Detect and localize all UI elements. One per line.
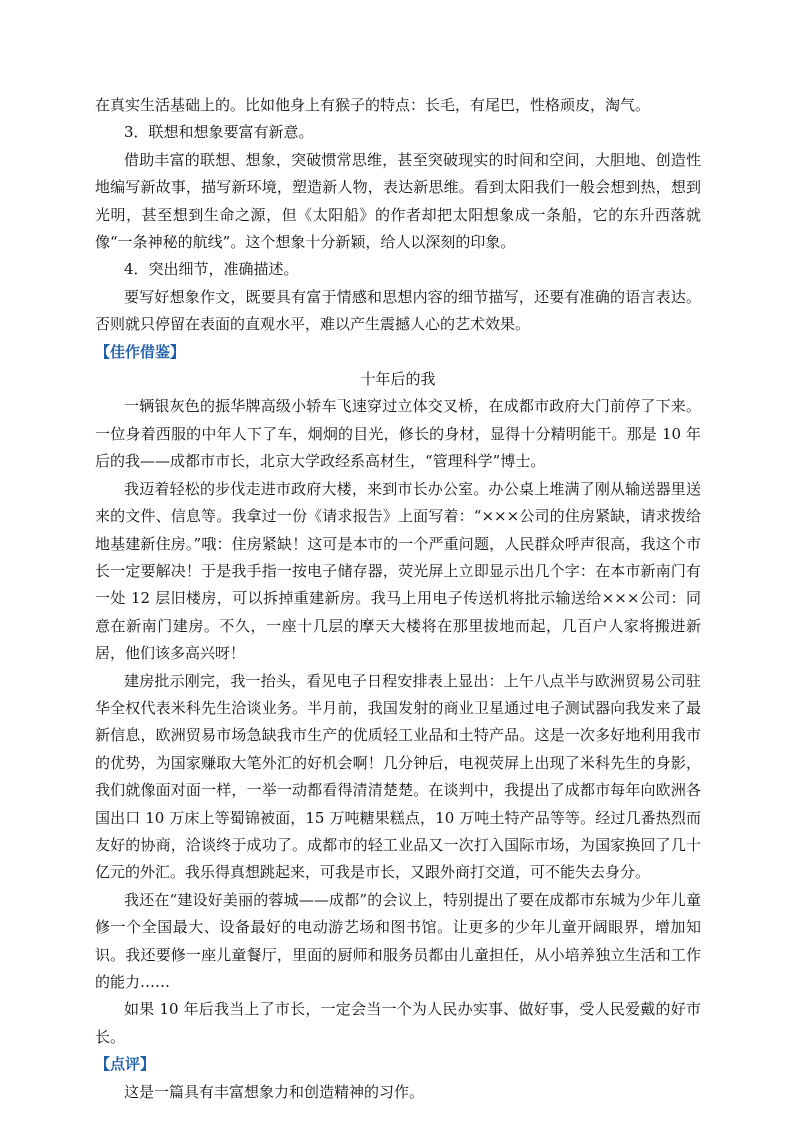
essay-paragraph: 我还在“建设好美丽的蓉城——成都”的会议上，特别提出了要在成都市东城为少年儿童修一个全国最大、设备最好的电动游艺场和图书馆。让更多的少年儿童开阔眼界，增加知识。我还要修一座儿童餐厅，里面的厨师和服务员都由儿童担任，从小培养独立生活和工作的能力…… [95,890,701,991]
paragraph-continuation: 在真实生活基础上的。比如他身上有猴子的特点：长毛，有尾巴，性格顽皮，淘气。 [95,96,651,114]
point-3-body: 借助丰富的联想、想象，突破惯常思维，甚至突破现实的时间和空间，大胆地、创造性地编写新故事，描写新环境，塑造新人物，表达新思维。看到太阳我们一般会想到热，想到光明，甚至想到生命之源，但《太阳船》的作者却把太阳想象成一条船，它的东升西落就像“一条神秘的航线”。这个想象十分新颖，给人以深刻的印象。 [95,150,701,252]
essay-paragraph: 我迈着轻松的步伐走进市政府大楼，来到市长办公室。办公桌上堆满了刚从输送器里送来的文件、信息等。我拿过一份《请求报告》上面写着：“×××公司的住房紧缺，请求拨给地基建新住房。”哦：住房紧缺！这可是本市的一个严重问题，人民群众呼声很高，我这个市长一定要解决！于是我手指一按电子储存器，荧光屏上立即显示出几个字：在本市新南门有一处 12 层旧楼房，可以拆掉重建新房。我马上用电子传送机将批示输送给×××公司：同意在新南门建房。不久，一座十几层的摩天大楼将在那里拔地而起，几百户人家将搬进新居，他们该多高兴呀！ [95,479,701,663]
point-4-heading: 4．突出细节，准确描述。 [124,260,299,279]
document-body [95,92,701,1106]
section-heading-example: 【佳作借鉴】 [95,342,186,361]
essay-title: 十年后的我 [360,370,436,389]
point-3-heading: 3．联想和想象要富有新意。 [124,123,314,142]
essay-paragraph: 建房批示刚完，我一抬头，看见电子日程安排表上显出：上午八点半与欧洲贸易公司驻华全权代表米科先生洽谈业务。半月前，我国发射的商业卫星通过电子测试器向我发来了最新信息，欧洲贸易市场急缺我市生产的优质轻工业品和土特产品。这是一次多好地利用我市的优势，为国家赚取大笔外汇的好机会啊！几分钟后，电视荧屏上出现了米科先生的身影，我们就像面对面一样，一举一动都看得清清楚楚。在谈判中，我提出了成都市每年向欧洲各国出口 10 万床上等蜀锦被面，15 万吨糖果糕点，10 万吨土特产品等等。经过几番热烈而友好的协商，洽谈终于成功了。成都市的轻工业品又一次打入国际市场，为国家换回了几十亿元的外汇。我乐得真想跳起来，可我是市长，又跟外商打交道，可不能失去身分。 [95,671,701,882]
essay-paragraph: 如果 10 年后我当上了市长，一定会当一个为人民办实事、做好事，受人民爱戴的好市长。 [95,1000,701,1046]
section-heading-comment: 【点评】 [95,1055,156,1074]
essay-paragraph: 一辆银灰色的振华牌高级小轿车飞速穿过立体交叉桥，在成都市政府大门前停了下来。一位身着西服的中年人下了车，炯炯的目光，修长的身材，显得十分精明能干。那是 10 年后的我——成都市市长，北京大学政经系高材生，“管理科学”博士。 [95,397,701,471]
comment-paragraph: 这是一篇具有丰富想象力和创造精神的习作。 [124,1082,425,1101]
point-4-body: 要写好想象作文，既要具有富于情感和思想内容的细节描写，还要有准确的语言表达。否则就只停留在表面的直观水平，难以产生震撼人心的艺术效果。 [95,287,701,334]
